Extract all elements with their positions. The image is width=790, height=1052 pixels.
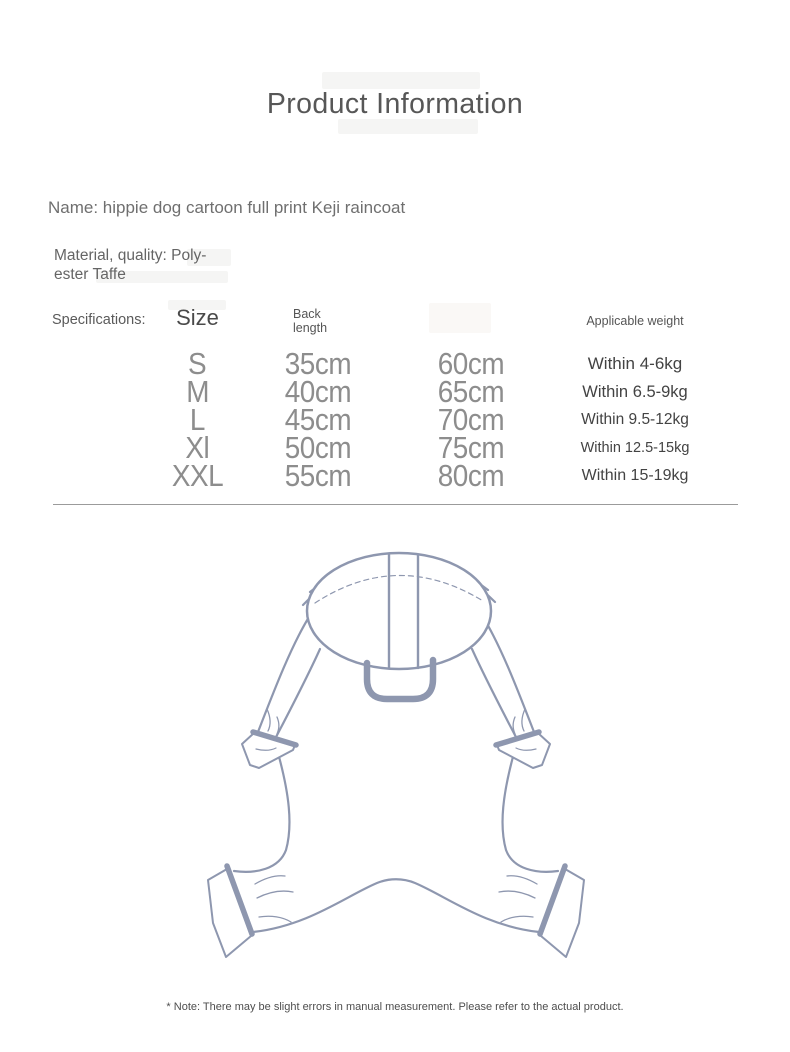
specifications-label: Specifications:	[52, 312, 146, 328]
weight-cell: Within 15-19kg	[581, 467, 689, 484]
wrinkle-line	[499, 891, 535, 898]
back-length-cell: 50cm	[284, 430, 351, 465]
front-leg-right-outer	[483, 617, 534, 732]
wrinkle-line	[507, 876, 537, 884]
wrinkle-line	[501, 916, 533, 922]
girth-cell: 70cm	[437, 402, 504, 437]
body-right	[503, 753, 558, 872]
back-length-cell: 55cm	[284, 458, 351, 493]
girth-cell: 75cm	[437, 430, 504, 465]
front-leg-right-inner	[472, 649, 518, 741]
column-header-back-length-line2: length	[293, 321, 328, 335]
product-name: Name: hippie dog cartoon full print Keji raincoat	[48, 198, 406, 217]
measurement-note: * Note: There may be slight errors in manual measurement. Please refer to the actual product.	[166, 1001, 624, 1013]
back-length-cell: 40cm	[284, 374, 351, 409]
front-leg-left-inner	[274, 649, 320, 741]
table-row	[0, 430, 790, 465]
table-row	[0, 458, 790, 493]
girth-cell: 60cm	[437, 346, 504, 381]
table-row	[0, 402, 790, 437]
wrinkle-line	[259, 916, 291, 922]
size-cell: S	[188, 346, 207, 381]
wrinkle-line	[255, 876, 285, 884]
front-leg-left-outer	[258, 617, 309, 732]
back-length-cell: 35cm	[284, 346, 351, 381]
column-header-back-length-line1: Back	[293, 307, 321, 321]
column-header-size: Size	[176, 305, 219, 330]
artifact-patch	[322, 72, 480, 89]
artifact-patch	[338, 119, 478, 134]
size-cell: L	[189, 402, 206, 437]
size-cell: Xl	[185, 430, 210, 465]
body-left	[234, 753, 289, 872]
size-cell: M	[186, 374, 209, 409]
wrinkle-line	[267, 709, 270, 731]
weight-cell: Within 9.5-12kg	[581, 411, 689, 428]
table-row	[0, 346, 790, 381]
weight-cell: Within 4-6kg	[587, 354, 683, 373]
product-material-line1: Material, quality: Poly-	[54, 247, 207, 264]
wrinkle-line	[522, 709, 525, 731]
weight-cell: Within 6.5-9kg	[582, 383, 688, 401]
weight-cell: Within 12.5-15kg	[580, 440, 690, 456]
page-title: Product Information	[266, 88, 524, 120]
artifact-patch-hidden-column-header	[429, 303, 491, 333]
product-material	[54, 247, 206, 284]
wrinkle-line	[257, 891, 293, 898]
column-header-back-length	[293, 307, 327, 335]
girth-cell: 80cm	[437, 458, 504, 493]
size-cell: XXL	[171, 458, 224, 493]
girth-cell: 65cm	[437, 374, 504, 409]
raincoat-line-drawing	[193, 503, 613, 973]
back-length-cell: 45cm	[284, 402, 351, 437]
bottom-hem	[253, 879, 539, 932]
hood	[307, 553, 491, 669]
table-row	[0, 374, 790, 409]
column-header-applicable-weight: Applicable weight	[586, 314, 684, 328]
product-material-line2: ester Taffe	[54, 265, 126, 283]
